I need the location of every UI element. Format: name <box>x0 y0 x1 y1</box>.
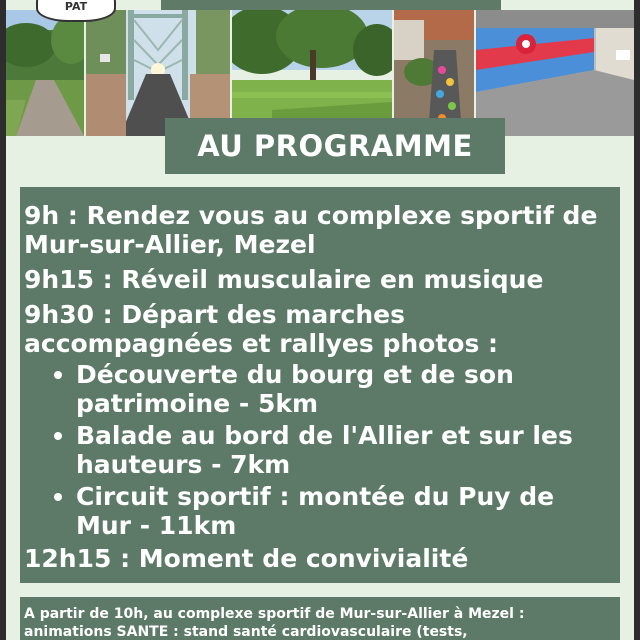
event-poster <box>6 0 634 640</box>
walk-option-5km: Découverte du bourg et de son patrimoine - 5km <box>76 360 616 418</box>
footer-line-1: A partir de 10h, au complexe sportif de Mur-sur-Allier à Mezel : <box>24 606 525 622</box>
walk-option-7km: Balade au bord de l'Allier et sur les hauteurs - 7km <box>76 421 616 479</box>
walk-options-list <box>24 360 616 540</box>
program-panel <box>20 187 620 583</box>
footer-info <box>20 597 620 640</box>
photo-countryside-path <box>6 10 84 136</box>
section-heading: AU PROGRAMME <box>165 118 505 174</box>
footer-line-2: animations SANTE : stand santé cardiovasculaire (tests, <box>24 624 468 640</box>
program-entry-12h15: 12h15 : Moment de convivialité <box>24 544 469 573</box>
program-entry-9h15: 9h15 : Réveil musculaire en musique <box>24 265 544 294</box>
program-entry-9h30: 9h30 : Départ des marches accompagnées et rallyes photos : <box>24 300 499 358</box>
speech-bubble: PAT <box>36 0 116 22</box>
walk-option-11km: Circuit sportif : montée du Puy de Mur - 11km <box>76 482 616 540</box>
top-banner <box>161 0 501 10</box>
program-entry-9h: 9h : Rendez vous au complexe sportif de Mur-sur-Allier, Mezel <box>24 201 598 259</box>
